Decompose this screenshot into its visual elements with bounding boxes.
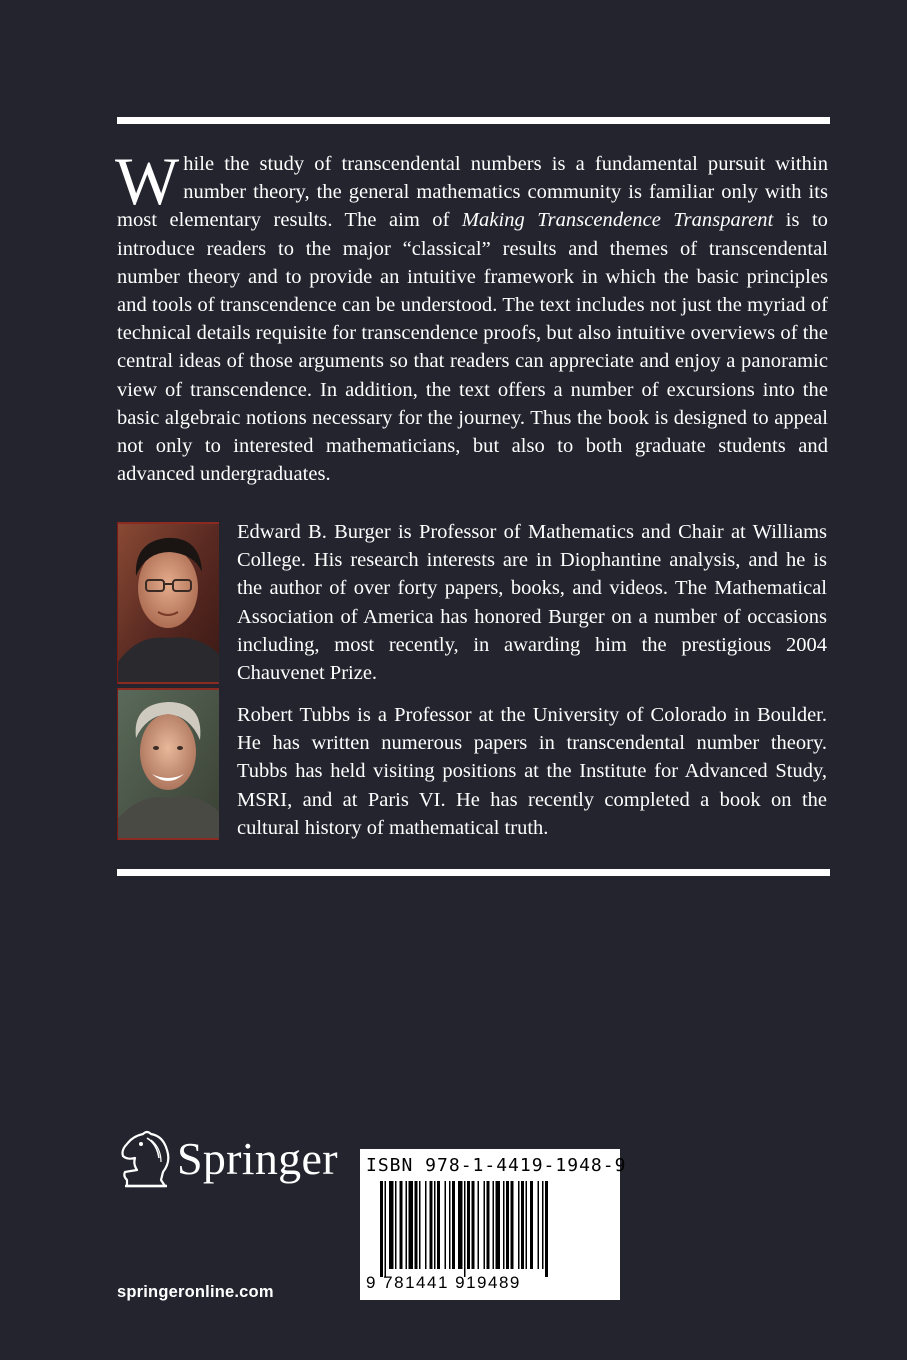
description-text-2: is to introduce readers to the major “classical” results and themes of transcendental number theory and to provide an intuitive framework in which the basic principles and tools of transcendence can be understood. The text includes not just the myriad of technical details requisite for transcendence proofs, but also intuitive overviews of the central ideas of those arguments so that readers can appreciate and enjoy a panoramic view of transcendence. In addition, the text offers a number of excursions into the basic algebraic notions necessary for the journey. Thus the book is designed to appeal not only to interested mathematicians, but also to both graduate students and advanced undergraduates.: [117, 209, 828, 486]
book-title-italic: Making Transcendence Transparent: [461, 209, 774, 232]
isbn-label: ISBN 978-1-4419-1948-9: [366, 1155, 627, 1176]
author-bio-tubbs: Robert Tubbs is a Professor at the University of Colorado in Boulder. He has written numerous papers in transcendental number theory. Tubbs has held visiting positions at the Institute for Advanced Study, MSRI, and at Paris VI. He has recently completed a book on the cultural history of mathematical truth.: [237, 704, 827, 839]
author-photo-burger: [117, 522, 219, 684]
springer-logo: [117, 1128, 357, 1192]
isbn-barcode: [360, 1149, 627, 1300]
drop-cap: W: [115, 143, 180, 219]
barcode-digits: 9 781441 919489: [366, 1273, 521, 1292]
publisher-name: Springer: [177, 1133, 338, 1184]
chess-knight-icon: [117, 1128, 173, 1192]
publisher-website: springeronline.com: [117, 1283, 274, 1301]
author-photo-tubbs: [117, 688, 219, 840]
bottom-divider: [117, 869, 830, 876]
book-description: [115, 143, 828, 488]
author-bio-burger: Edward B. Burger is Professor of Mathematics and Chair at Williams College. His research interests are in Diophantine analysis, and he is the author of over forty papers, books, and videos. The Mathematical Association of America has honored Burger on a number of occasions including, most recently, in awarding him the prestigious 2004 Chauvenet Prize.: [237, 521, 827, 685]
top-divider: [117, 117, 830, 124]
barcode-bars: [380, 1181, 606, 1277]
description-text-1: hile the study of transcendental numbers is a fundamental pursuit within number theory, the general mathematics community is familiar only with its most elementary results. The aim of: [117, 153, 828, 232]
